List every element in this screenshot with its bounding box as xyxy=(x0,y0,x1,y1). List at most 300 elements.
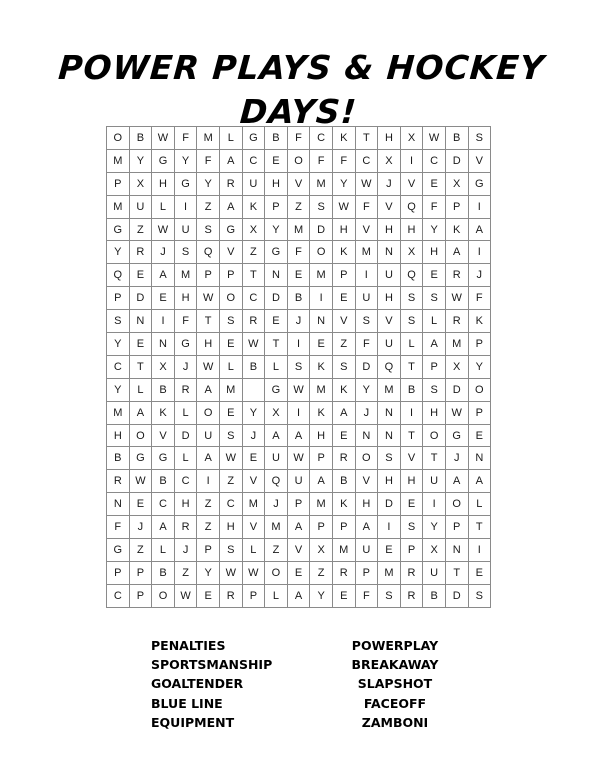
grid-cell: M xyxy=(332,539,355,562)
grid-cell: R xyxy=(174,516,197,539)
grid-cell: W xyxy=(152,127,175,150)
grid-cell: X xyxy=(445,172,468,195)
grid-cell: I xyxy=(152,310,175,333)
grid-cell: Z xyxy=(174,561,197,584)
grid-cell: D xyxy=(265,287,288,310)
grid-cell: V xyxy=(468,149,491,172)
grid-cell: V xyxy=(242,470,265,493)
grid-cell: E xyxy=(129,333,152,356)
grid-cell: J xyxy=(174,539,197,562)
grid-cell: O xyxy=(310,241,333,264)
grid-cell: D xyxy=(445,378,468,401)
grid-cell: L xyxy=(468,493,491,516)
grid-row xyxy=(107,264,491,287)
grid-cell: P xyxy=(332,516,355,539)
grid-cell: E xyxy=(332,287,355,310)
grid-cell: X xyxy=(400,241,423,264)
grid-cell: W xyxy=(423,127,446,150)
grid-cell: A xyxy=(265,424,288,447)
grid-cell: Z xyxy=(310,561,333,584)
grid-cell: Q xyxy=(378,355,401,378)
grid-cell: A xyxy=(287,424,310,447)
grid-cell: F xyxy=(197,149,220,172)
grid-row xyxy=(107,241,491,264)
grid-cell: X xyxy=(378,149,401,172)
grid-cell: Y xyxy=(332,172,355,195)
grid-cell: F xyxy=(332,149,355,172)
grid-cell: M xyxy=(107,401,130,424)
grid-cell: J xyxy=(287,310,310,333)
grid-cell: M xyxy=(242,493,265,516)
grid-cell: P xyxy=(445,516,468,539)
grid-cell: K xyxy=(152,401,175,424)
grid-cell: E xyxy=(219,401,242,424)
grid-cell: R xyxy=(219,584,242,607)
grid-row xyxy=(107,516,491,539)
grid-cell: G xyxy=(107,218,130,241)
grid-cell: I xyxy=(468,241,491,264)
grid-cell: J xyxy=(242,424,265,447)
grid-cell: Y xyxy=(174,149,197,172)
grid-cell: I xyxy=(468,195,491,218)
grid-cell: Y xyxy=(129,149,152,172)
grid-cell: O xyxy=(197,401,220,424)
grid-cell: L xyxy=(423,310,446,333)
grid-cell: M xyxy=(355,241,378,264)
grid-cell: L xyxy=(152,195,175,218)
grid-cell: L xyxy=(400,333,423,356)
grid-cell: M xyxy=(219,378,242,401)
grid-cell: V xyxy=(355,218,378,241)
grid-cell: I xyxy=(310,287,333,310)
grid-cell: H xyxy=(174,287,197,310)
word-list-item: SPORTSMANSHIP xyxy=(151,657,273,673)
grid-cell: S xyxy=(310,195,333,218)
grid-cell: W xyxy=(355,172,378,195)
grid-cell: T xyxy=(265,333,288,356)
grid-cell: E xyxy=(423,172,446,195)
grid-cell: H xyxy=(378,470,401,493)
grid-cell: F xyxy=(174,310,197,333)
grid-cell: Z xyxy=(332,333,355,356)
grid-cell: M xyxy=(310,493,333,516)
grid-cell: Y xyxy=(468,355,491,378)
grid-row xyxy=(107,493,491,516)
grid-cell: V xyxy=(400,447,423,470)
grid-cell: E xyxy=(242,447,265,470)
grid-cell: E xyxy=(265,149,288,172)
grid-cell: H xyxy=(355,493,378,516)
word-list-item: BLUE LINE xyxy=(151,695,223,711)
word-list-right xyxy=(340,636,450,732)
grid-cell: N xyxy=(129,310,152,333)
grid-cell: W xyxy=(129,470,152,493)
grid-cell: T xyxy=(400,424,423,447)
grid-cell: P xyxy=(107,287,130,310)
grid-cell: Q xyxy=(107,264,130,287)
grid-cell: V xyxy=(355,470,378,493)
grid-cell: W xyxy=(287,378,310,401)
grid-cell: V xyxy=(287,539,310,562)
grid-cell: K xyxy=(445,218,468,241)
grid-cell: X xyxy=(400,127,423,150)
grid-cell: A xyxy=(445,470,468,493)
grid-cell: H xyxy=(332,218,355,241)
grid-cell: L xyxy=(174,447,197,470)
grid-cell: S xyxy=(219,424,242,447)
grid-cell: Z xyxy=(197,195,220,218)
grid-cell: V xyxy=(287,172,310,195)
grid-cell: S xyxy=(174,241,197,264)
grid-cell: P xyxy=(219,264,242,287)
grid-cell: G xyxy=(152,149,175,172)
grid-cell: E xyxy=(219,333,242,356)
word-list-left xyxy=(151,636,272,732)
word-list-item: PENALTIES xyxy=(151,638,226,653)
grid-cell: P xyxy=(468,401,491,424)
grid-cell: Z xyxy=(265,539,288,562)
grid-cell: S xyxy=(423,287,446,310)
word-list-item: EQUIPMENT xyxy=(151,714,235,730)
grid-cell: R xyxy=(400,584,423,607)
grid-cell: E xyxy=(152,287,175,310)
grid-cell: I xyxy=(287,401,310,424)
grid-cell: F xyxy=(355,195,378,218)
grid-cell: Y xyxy=(355,378,378,401)
grid-cell: Z xyxy=(287,195,310,218)
grid-cell: H xyxy=(174,493,197,516)
grid-cell: K xyxy=(468,310,491,333)
grid-row xyxy=(107,355,491,378)
grid-cell: L xyxy=(174,401,197,424)
grid-cell: P xyxy=(310,447,333,470)
grid-cell: F xyxy=(107,516,130,539)
grid-cell: N xyxy=(265,264,288,287)
grid-row xyxy=(107,561,491,584)
grid-cell: S xyxy=(400,287,423,310)
grid-cell: R xyxy=(445,310,468,333)
grid-cell: V xyxy=(332,310,355,333)
grid-row xyxy=(107,287,491,310)
grid-cell: D xyxy=(445,584,468,607)
grid-cell: T xyxy=(242,264,265,287)
grid-cell: Y xyxy=(107,241,130,264)
grid-cell: P xyxy=(287,493,310,516)
grid-cell: O xyxy=(219,287,242,310)
word-list-item: ZAMBONI xyxy=(361,714,429,730)
grid-cell: A xyxy=(219,195,242,218)
grid-cell: O xyxy=(423,424,446,447)
grid-cell: Y xyxy=(242,401,265,424)
grid-cell: I xyxy=(174,195,197,218)
grid-cell: M xyxy=(107,149,130,172)
grid-cell: J xyxy=(378,172,401,195)
grid-cell: S xyxy=(468,584,491,607)
grid-cell: T xyxy=(400,355,423,378)
grid-cell: X xyxy=(445,355,468,378)
grid-cell: W xyxy=(197,355,220,378)
grid-cell: E xyxy=(287,264,310,287)
grid-cell: G xyxy=(242,127,265,150)
grid-cell: F xyxy=(355,333,378,356)
word-list-item: SLAPSHOT xyxy=(357,676,433,692)
grid-cell: P xyxy=(129,561,152,584)
grid-cell: P xyxy=(400,539,423,562)
grid-cell: S xyxy=(400,310,423,333)
grid-cell: A xyxy=(468,218,491,241)
grid-cell: A xyxy=(152,516,175,539)
grid-cell: C xyxy=(152,493,175,516)
grid-cell: I xyxy=(423,493,446,516)
grid-cell: S xyxy=(107,310,130,333)
grid-cell: E xyxy=(310,333,333,356)
grid-cell: K xyxy=(310,355,333,378)
grid-cell: M xyxy=(287,218,310,241)
grid-cell: O xyxy=(468,378,491,401)
grid-cell: X xyxy=(423,539,446,562)
grid-cell: K xyxy=(332,493,355,516)
grid-cell: N xyxy=(378,424,401,447)
grid-cell: I xyxy=(355,264,378,287)
grid-cell: J xyxy=(355,401,378,424)
grid-cell: C xyxy=(355,149,378,172)
grid-cell: R xyxy=(107,470,130,493)
grid-cell: O xyxy=(265,561,288,584)
grid-cell: Q xyxy=(400,195,423,218)
grid-cell: V xyxy=(400,172,423,195)
grid-cell: L xyxy=(265,584,288,607)
grid-cell: B xyxy=(242,355,265,378)
grid-cell: S xyxy=(219,310,242,333)
grid-cell: P xyxy=(107,561,130,584)
grid-cell: A xyxy=(445,241,468,264)
grid-cell: K xyxy=(310,401,333,424)
grid-cell: J xyxy=(152,241,175,264)
grid-cell: G xyxy=(174,333,197,356)
grid-cell: L xyxy=(219,355,242,378)
grid-cell: M xyxy=(378,561,401,584)
grid-cell: O xyxy=(152,584,175,607)
grid-cell: O xyxy=(445,493,468,516)
grid-cell: G xyxy=(468,172,491,195)
grid-cell: E xyxy=(423,264,446,287)
grid-cell: L xyxy=(265,355,288,378)
grid-cell: H xyxy=(400,470,423,493)
grid-cell: R xyxy=(242,310,265,333)
grid-cell: E xyxy=(468,424,491,447)
grid-cell: P xyxy=(265,195,288,218)
grid-cell: T xyxy=(445,561,468,584)
grid-cell: E xyxy=(265,310,288,333)
grid-cell: P xyxy=(445,195,468,218)
word-list-item: BREAKAWAY xyxy=(351,657,439,673)
grid-cell: Y xyxy=(310,584,333,607)
grid-cell: E xyxy=(129,493,152,516)
grid-cell: Z xyxy=(129,539,152,562)
grid-cell: A xyxy=(423,333,446,356)
grid-cell: G xyxy=(129,447,152,470)
grid-cell: M xyxy=(107,195,130,218)
grid-cell: P xyxy=(423,355,446,378)
grid-cell: G xyxy=(152,447,175,470)
grid-cell: L xyxy=(129,378,152,401)
grid-row xyxy=(107,539,491,562)
grid-cell: S xyxy=(287,355,310,378)
grid-row xyxy=(107,310,491,333)
grid-cell: A xyxy=(129,401,152,424)
grid-cell: A xyxy=(287,516,310,539)
grid-cell: S xyxy=(468,127,491,150)
grid-cell: B xyxy=(445,127,468,150)
grid-cell: H xyxy=(152,172,175,195)
grid-cell: K xyxy=(242,195,265,218)
grid-cell: G xyxy=(445,424,468,447)
grid-cell: N xyxy=(355,424,378,447)
grid-cell: M xyxy=(445,333,468,356)
grid-cell: B xyxy=(332,470,355,493)
grid-row xyxy=(107,333,491,356)
grid-cell: K xyxy=(332,378,355,401)
grid-cell: S xyxy=(378,584,401,607)
grid-cell: H xyxy=(378,218,401,241)
grid-cell: A xyxy=(468,470,491,493)
grid-cell: U xyxy=(197,424,220,447)
grid-cell: H xyxy=(219,516,242,539)
grid-cell: U xyxy=(242,172,265,195)
grid-cell: O xyxy=(129,424,152,447)
grid-cell: T xyxy=(468,516,491,539)
grid-cell: H xyxy=(378,127,401,150)
grid-cell: G xyxy=(265,241,288,264)
word-search-grid xyxy=(106,126,491,608)
grid-row xyxy=(107,378,491,401)
grid-cell: Z xyxy=(219,470,242,493)
grid-cell: H xyxy=(400,218,423,241)
grid-cell: Z xyxy=(242,241,265,264)
grid-cell: F xyxy=(287,127,310,150)
grid-cell: I xyxy=(287,333,310,356)
grid-cell: F xyxy=(310,149,333,172)
grid-cell: M xyxy=(310,264,333,287)
grid-cell: F xyxy=(174,127,197,150)
grid-cell: L xyxy=(152,539,175,562)
grid-cell: U xyxy=(287,470,310,493)
grid-cell: Z xyxy=(197,493,220,516)
grid-cell: H xyxy=(265,172,288,195)
grid-cell: F xyxy=(468,287,491,310)
grid-cell: C xyxy=(242,149,265,172)
grid-cell: G xyxy=(219,218,242,241)
grid-cell: T xyxy=(129,355,152,378)
grid-cell: S xyxy=(423,378,446,401)
grid-cell: E xyxy=(332,584,355,607)
grid-cell: G xyxy=(174,172,197,195)
grid-cell: A xyxy=(152,264,175,287)
grid-cell: I xyxy=(400,149,423,172)
grid-row xyxy=(107,172,491,195)
grid-cell: B xyxy=(265,127,288,150)
grid-cell: U xyxy=(129,195,152,218)
grid-cell: V xyxy=(152,424,175,447)
grid-cell: S xyxy=(355,310,378,333)
grid-row xyxy=(107,195,491,218)
grid-cell: O xyxy=(355,447,378,470)
grid-cell: Z xyxy=(129,218,152,241)
grid-cell: P xyxy=(197,264,220,287)
grid-cell: B xyxy=(423,584,446,607)
grid-cell: Y xyxy=(107,333,130,356)
grid-cell: N xyxy=(107,493,130,516)
grid-cell: X xyxy=(242,218,265,241)
grid-cell: E xyxy=(468,561,491,584)
grid-cell: C xyxy=(242,287,265,310)
grid-cell: Q xyxy=(265,470,288,493)
grid-cell: A xyxy=(332,401,355,424)
grid-cell: X xyxy=(265,401,288,424)
grid-cell: W xyxy=(287,447,310,470)
grid-cell: V xyxy=(219,241,242,264)
grid-cell: B xyxy=(152,470,175,493)
grid-cell: D xyxy=(129,287,152,310)
grid-cell: Y xyxy=(423,218,446,241)
grid-cell: P xyxy=(242,584,265,607)
grid-cell: L xyxy=(242,539,265,562)
grid-cell: J xyxy=(468,264,491,287)
grid-cell: Y xyxy=(265,218,288,241)
grid-cell: E xyxy=(197,584,220,607)
grid-row xyxy=(107,584,491,607)
grid-cell: I xyxy=(468,539,491,562)
grid-cell: R xyxy=(400,561,423,584)
grid-cell: E xyxy=(287,561,310,584)
grid-row xyxy=(107,424,491,447)
grid-cell: W xyxy=(219,561,242,584)
grid-cell: N xyxy=(310,310,333,333)
grid-row xyxy=(107,447,491,470)
grid-cell: D xyxy=(174,424,197,447)
grid-cell: O xyxy=(107,127,130,150)
grid-cell: U xyxy=(265,447,288,470)
grid-cell: I xyxy=(400,401,423,424)
grid-cell: R xyxy=(219,172,242,195)
grid-cell: P xyxy=(355,561,378,584)
grid-cell: R xyxy=(445,264,468,287)
grid-cell: C xyxy=(107,355,130,378)
grid-cell: R xyxy=(332,447,355,470)
grid-cell: S xyxy=(400,516,423,539)
grid-cell: B xyxy=(129,127,152,150)
grid-cell: H xyxy=(197,333,220,356)
grid-cell: C xyxy=(423,149,446,172)
grid-cell: S xyxy=(197,218,220,241)
grid-cell: H xyxy=(378,287,401,310)
grid-cell: P xyxy=(468,333,491,356)
grid-cell: E xyxy=(378,539,401,562)
grid-cell: D xyxy=(310,218,333,241)
grid-cell: L xyxy=(219,127,242,150)
grid-cell: W xyxy=(152,218,175,241)
grid-row xyxy=(107,127,491,150)
grid-cell: P xyxy=(197,539,220,562)
grid-cell: R xyxy=(332,561,355,584)
grid-cell: X xyxy=(310,539,333,562)
grid-cell: S xyxy=(378,447,401,470)
grid-cell: D xyxy=(355,355,378,378)
grid-cell: Y xyxy=(107,378,130,401)
grid-cell: M xyxy=(310,378,333,401)
grid-cell: I xyxy=(197,470,220,493)
grid-cell: C xyxy=(174,470,197,493)
